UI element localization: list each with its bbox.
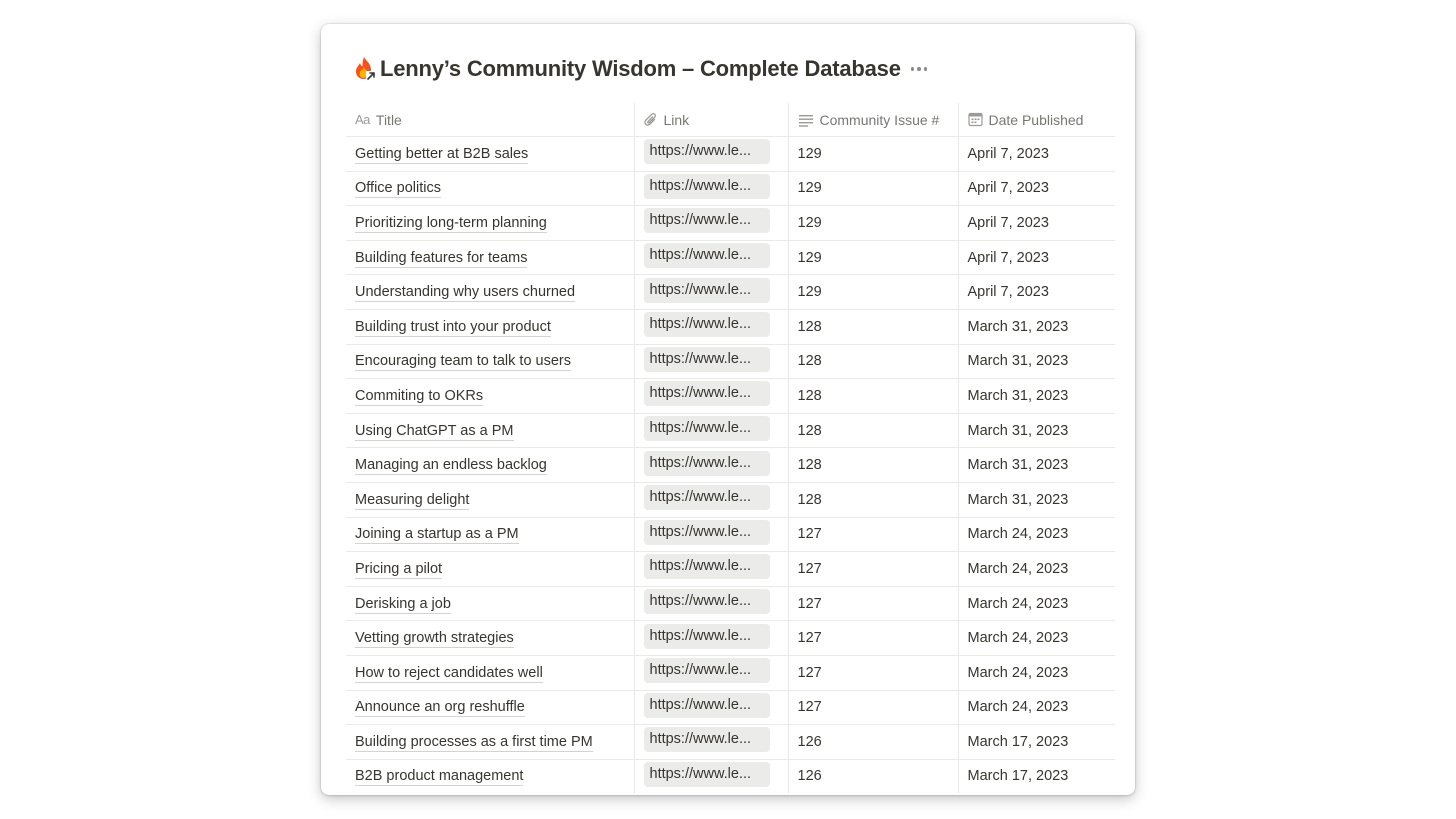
calendar-icon [968,112,983,127]
issue-number: 129 [797,214,822,231]
row-title[interactable]: B2B product management [355,768,524,785]
link-chip[interactable]: https://www.le... [644,312,770,337]
table-row[interactable] [346,482,1115,517]
page-title: Lenny’s Community Wisdom – Complete Database [380,56,901,81]
issue-cell[interactable] [788,309,958,344]
date-published: April 7, 2023 [967,249,1049,266]
table-row[interactable] [346,137,1115,172]
issue-cell[interactable] [788,344,958,379]
date-cell[interactable] [958,137,1115,172]
date-cell[interactable] [958,552,1115,587]
issue-cell[interactable] [788,448,958,483]
link-cell[interactable] [634,206,788,241]
issue-number: 128 [797,387,822,404]
date-cell[interactable] [958,690,1115,725]
issue-cell[interactable] [788,137,958,172]
title-cell[interactable] [346,759,634,793]
database-table [346,103,1115,793]
issue-cell[interactable] [788,240,958,275]
link-chip[interactable]: https://www.le... [644,208,770,233]
title-cell[interactable] [346,448,634,483]
date-cell[interactable] [958,171,1115,206]
link-chip[interactable]: https://www.le... [644,278,770,303]
link-cell[interactable] [634,171,788,206]
title-cell[interactable] [346,137,634,172]
column-header-issue[interactable] [788,103,958,137]
table-row[interactable] [346,379,1115,414]
issue-cell[interactable] [788,206,958,241]
link-cell[interactable] [634,586,788,621]
issue-cell[interactable] [788,552,958,587]
date-cell[interactable] [958,621,1115,656]
date-published: March 24, 2023 [967,595,1069,612]
title-cell[interactable] [346,206,634,241]
issue-number: 126 [797,768,822,785]
link-chip[interactable]: https://www.le... [644,589,770,614]
table-row[interactable] [346,621,1115,656]
issue-cell[interactable] [788,482,958,517]
issue-number: 129 [797,145,822,162]
table-row[interactable] [346,586,1115,621]
table-row[interactable] [346,344,1115,379]
column-header-label: Link [663,111,690,128]
title-cell[interactable] [346,621,634,656]
date-published: March 31, 2023 [967,457,1069,474]
title-cell[interactable] [346,482,634,517]
date-published: April 7, 2023 [967,145,1049,162]
date-cell[interactable] [958,586,1115,621]
link-cell[interactable] [634,240,788,275]
issue-number: 129 [797,180,822,197]
more-dots-icon[interactable] [910,60,928,78]
date-cell[interactable] [958,344,1115,379]
table-row[interactable] [346,759,1115,793]
page-header [353,54,928,84]
link-cell[interactable] [634,621,788,656]
row-title[interactable]: Joining a startup as a PM [355,526,519,543]
title-cell[interactable] [346,413,634,448]
row-title[interactable]: Vetting growth strategies [355,630,514,647]
issue-cell[interactable] [788,725,958,760]
table-row[interactable] [346,517,1115,552]
database-card [321,24,1135,795]
link-chip[interactable]: https://www.le... [644,243,770,268]
table-row[interactable] [346,206,1115,241]
link-chip[interactable]: https://www.le... [644,727,770,752]
date-cell[interactable] [958,448,1115,483]
date-published: March 31, 2023 [967,491,1069,508]
aa-text-icon: Aa [355,112,370,127]
row-title[interactable]: Commiting to OKRs [355,387,484,404]
link-cell[interactable] [634,448,788,483]
table-row[interactable] [346,240,1115,275]
row-title[interactable]: Building trust into your product [355,318,551,335]
link-cell[interactable] [634,690,788,725]
row-title[interactable]: Pricing a pilot [355,560,443,577]
issue-cell[interactable] [788,275,958,310]
title-cell[interactable] [346,586,634,621]
date-published: March 17, 2023 [967,768,1069,785]
issue-cell[interactable] [788,621,958,656]
fire-emoji-link-icon[interactable] [353,56,377,82]
date-published: April 7, 2023 [967,214,1049,231]
issue-number: 127 [797,560,822,577]
table-row[interactable] [346,309,1115,344]
title-cell[interactable] [346,690,634,725]
row-title[interactable]: How to reject candidates well [355,664,543,681]
date-cell[interactable] [958,379,1115,414]
link-cell[interactable] [634,379,788,414]
date-published: March 24, 2023 [967,560,1069,577]
link-cell[interactable] [634,482,788,517]
table-row[interactable] [346,413,1115,448]
row-title[interactable]: Building features for teams [355,249,528,266]
link-chip[interactable]: https://www.le... [644,693,770,718]
link-cell[interactable] [634,275,788,310]
date-published: March 24, 2023 [967,526,1069,543]
date-cell[interactable] [958,517,1115,552]
issue-number: 129 [797,284,822,301]
date-published: March 24, 2023 [967,630,1069,647]
date-cell[interactable] [958,482,1115,517]
column-header-date[interactable] [958,103,1115,137]
date-cell[interactable] [958,655,1115,690]
date-published: April 7, 2023 [967,284,1049,301]
link-cell[interactable] [634,552,788,587]
title-cell[interactable] [346,240,634,275]
date-cell[interactable] [958,725,1115,760]
issue-number: 127 [797,630,822,647]
issue-number: 127 [797,699,822,716]
link-cell[interactable] [634,413,788,448]
issue-cell[interactable] [788,379,958,414]
table-row[interactable] [346,275,1115,310]
row-title[interactable]: Office politics [355,180,441,197]
date-cell[interactable] [958,206,1115,241]
link-chip[interactable]: https://www.le... [644,520,770,545]
link-chip[interactable]: https://www.le... [644,139,770,164]
column-header-label: Community Issue # [819,111,940,128]
table-row[interactable] [346,690,1115,725]
link-chip[interactable]: https://www.le... [644,624,770,649]
row-title[interactable]: Understanding why users churned [355,284,576,301]
title-cell[interactable] [346,552,634,587]
title-cell[interactable] [346,171,634,206]
date-published: April 7, 2023 [967,180,1049,197]
link-cell[interactable] [634,137,788,172]
row-title[interactable]: Derisking a job [355,595,451,612]
row-title[interactable]: Building processes as a first time PM [355,733,593,750]
row-title[interactable]: Managing an endless backlog [355,457,547,474]
link-chip[interactable]: https://www.le... [644,762,770,787]
row-title[interactable]: Measuring delight [355,491,470,508]
issue-number: 127 [797,664,822,681]
date-published: March 31, 2023 [967,318,1069,335]
date-cell[interactable] [958,759,1115,793]
row-title[interactable]: Getting better at B2B sales [355,145,529,162]
table-header-row [346,103,1115,137]
title-cell[interactable] [346,275,634,310]
paperclip-icon [644,112,658,128]
title-cell[interactable] [346,655,634,690]
issue-cell[interactable] [788,517,958,552]
table-row[interactable] [346,552,1115,587]
table-row[interactable] [346,725,1115,760]
link-chip[interactable]: https://www.le... [644,658,770,683]
issue-cell[interactable] [788,171,958,206]
link-chip[interactable]: https://www.le... [644,347,770,372]
issue-cell[interactable] [788,655,958,690]
date-published: March 24, 2023 [967,699,1069,716]
issue-cell[interactable] [788,690,958,725]
link-cell[interactable] [634,655,788,690]
issue-number: 128 [797,318,822,335]
column-header-title[interactable] [346,103,634,137]
row-title[interactable]: Prioritizing long-term planning [355,214,547,231]
date-published: March 17, 2023 [967,733,1069,750]
table-row[interactable] [346,655,1115,690]
link-chip[interactable]: https://www.le... [644,554,770,579]
issue-number: 127 [797,595,822,612]
date-published: March 31, 2023 [967,387,1069,404]
date-cell[interactable] [958,275,1115,310]
issue-cell[interactable] [788,759,958,793]
link-chip[interactable]: https://www.le... [644,174,770,199]
title-cell[interactable] [346,309,634,344]
date-cell[interactable] [958,240,1115,275]
link-chip[interactable]: https://www.le... [644,416,770,441]
column-header-label: Date Published [988,111,1084,128]
date-cell[interactable] [958,413,1115,448]
issue-number: 129 [797,249,822,266]
date-published: March 24, 2023 [967,664,1069,681]
title-cell[interactable] [346,725,634,760]
issue-cell[interactable] [788,413,958,448]
column-header-link[interactable] [634,103,788,137]
issue-cell[interactable] [788,586,958,621]
column-header-label: Title [375,111,402,128]
row-title[interactable]: Encouraging team to talk to users [355,353,572,370]
date-cell[interactable] [958,309,1115,344]
date-published: March 31, 2023 [967,422,1069,439]
title-cell[interactable] [346,379,634,414]
issue-number: 126 [797,733,822,750]
issue-number: 128 [797,422,822,439]
table-row[interactable] [346,448,1115,483]
table-row[interactable] [346,171,1115,206]
issue-number: 128 [797,353,822,370]
link-cell[interactable] [634,344,788,379]
row-title[interactable]: Using ChatGPT as a PM [355,422,514,439]
row-title[interactable]: Announce an org reshuffle [355,699,525,716]
issue-number: 127 [797,526,822,543]
link-chip[interactable]: https://www.le... [644,451,770,476]
link-chip[interactable]: https://www.le... [644,485,770,510]
date-published: March 31, 2023 [967,353,1069,370]
link-cell[interactable] [634,725,788,760]
link-cell[interactable] [634,309,788,344]
issue-number: 128 [797,457,822,474]
link-cell[interactable] [634,759,788,793]
link-chip[interactable]: https://www.le... [644,381,770,406]
title-cell[interactable] [346,517,634,552]
issue-number: 128 [797,491,822,508]
text-lines-icon [798,113,814,127]
link-cell[interactable] [634,517,788,552]
title-cell[interactable] [346,344,634,379]
